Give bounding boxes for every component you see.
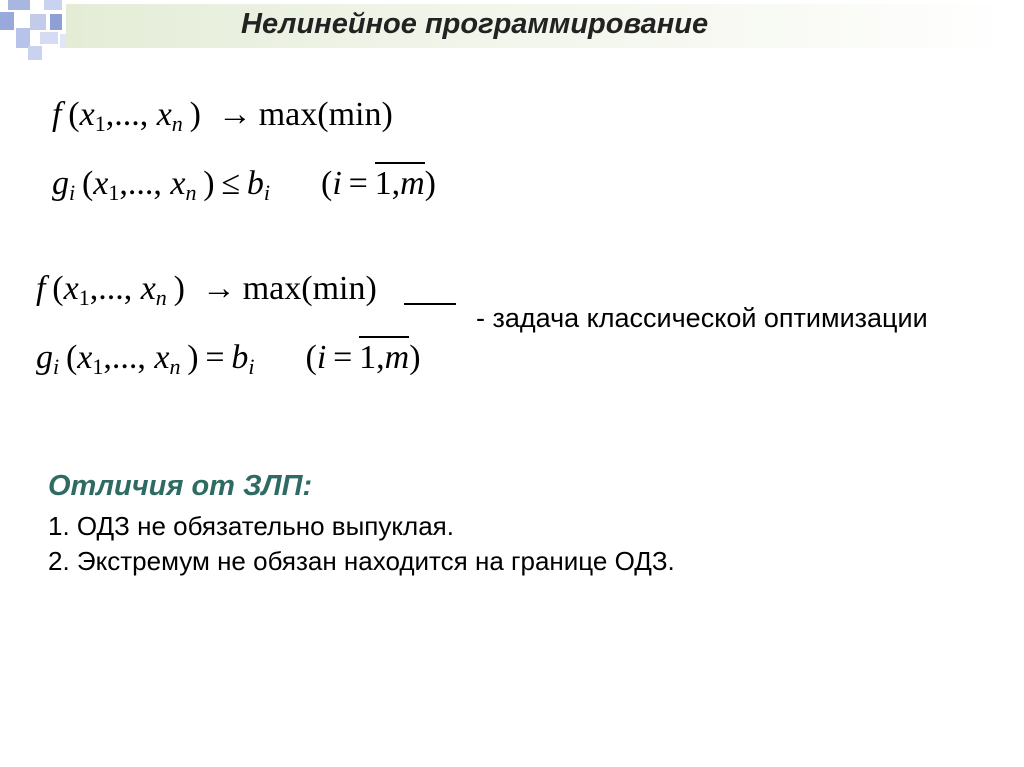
- slide-title: Нелинейное программирование: [241, 8, 709, 40]
- classical-constraint-formula: $g_i$ ($x_1$,..., $x_n$ ) = $b_i$ (i = 1,m): [36, 337, 421, 379]
- arrow-symbol: →: [217, 96, 252, 133]
- equality-symbol: =: [205, 339, 225, 376]
- differences-heading: Отличия от ЗЛП:: [48, 470, 313, 502]
- function-symbol: f: [36, 270, 46, 307]
- arrow-symbol: →: [201, 270, 236, 307]
- inequality-symbol: ≤: [221, 165, 241, 202]
- general-constraint-formula: $g_i$ ($x_1$,..., $x_n$ ) ≤ $b_i$ (i = 1,m): [52, 163, 436, 205]
- list-item: 1. ОДЗ не обязательно выпуклая.: [48, 511, 454, 541]
- general-objective-formula: f ($x_1$,..., $x_n$ ) → max(min): [52, 96, 393, 136]
- index-range: 1,m: [375, 162, 425, 202]
- list-item: 2. Экстремум не обязан находится на границе ОДЗ.: [48, 546, 675, 576]
- index-range: 1,m: [359, 336, 409, 376]
- classical-optimization-caption: - задача классической оптимизации: [404, 303, 928, 334]
- classical-objective-formula: f ($x_1$,..., $x_n$ ) → max(min): [36, 270, 377, 310]
- caption-underline: [404, 303, 456, 305]
- function-symbol: f: [52, 96, 62, 133]
